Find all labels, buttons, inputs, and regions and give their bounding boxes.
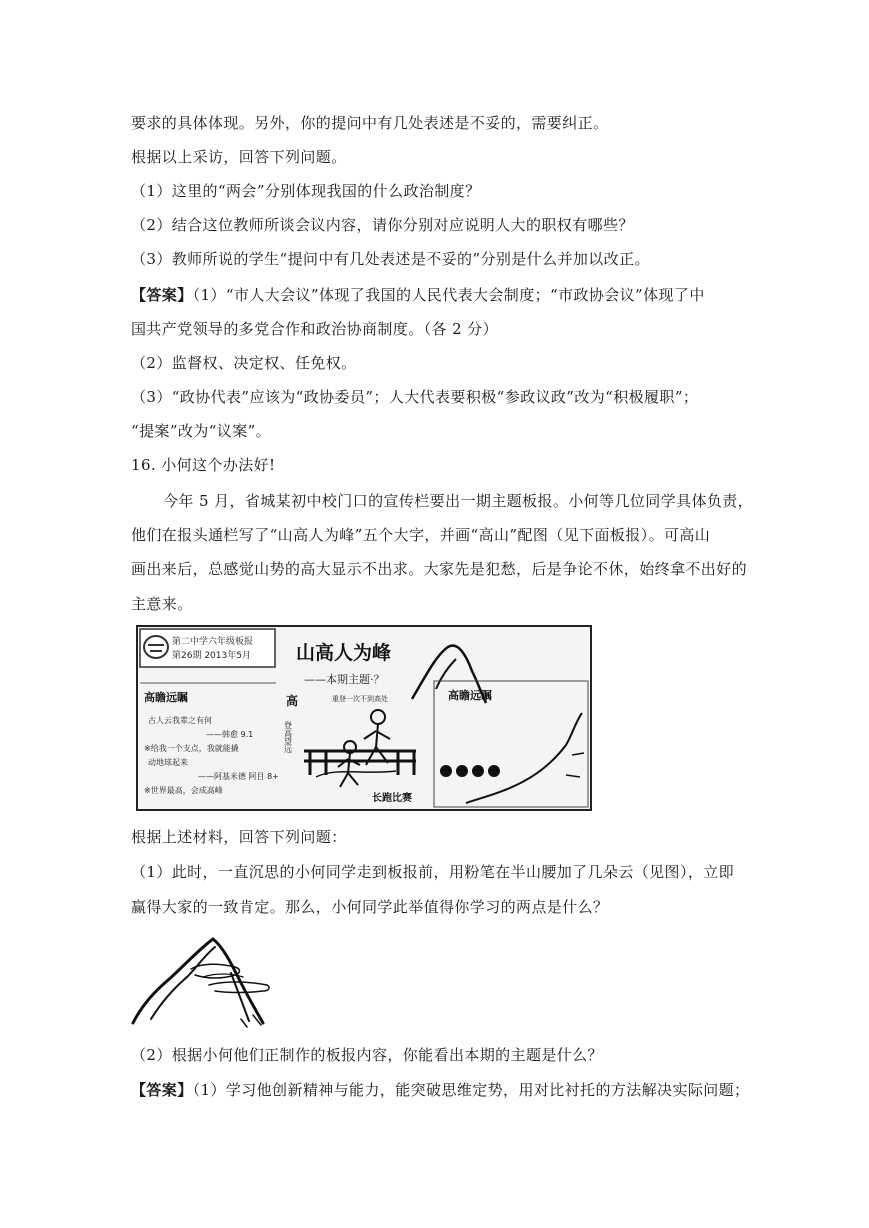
mountain-icon	[133, 939, 263, 1023]
text-line: （2）监督权、决定权、任免权。	[131, 354, 357, 372]
question-2: （2）结合这位教师所谈会议内容，请你分别对应说明人大的职权有哪些？	[131, 216, 634, 234]
question-1: （1）这里的“两会”分别体现我国的什么政治制度？	[131, 182, 481, 200]
right-heading: 高瞻远瞩	[448, 689, 492, 702]
left-body-text: 动地球起来	[148, 758, 188, 767]
answer-line	[131, 1080, 749, 1100]
answer-text: （1）学习他创新精神与能力，能突破思维定势，用对比衬托的方法解决实际问题；	[192, 1081, 750, 1099]
board-title: 山高人为峰	[296, 642, 392, 664]
question-3: （3）教师所说的学生“提问中有几处表述是不妥的”分别是什么并加以改正。	[131, 250, 650, 268]
answer-line	[131, 285, 705, 305]
mid-heading: 高	[286, 694, 299, 708]
board-subtitle: ——本期主题·？	[304, 673, 385, 686]
left-body-text: 古人云我辈之有何	[148, 716, 212, 725]
left-heading: 高瞻远瞩	[144, 691, 188, 704]
answer-tag: 【答案】	[131, 1081, 193, 1099]
text-line: 根据以上采访，回答下列问题。	[131, 148, 347, 166]
mid-small-text: 重登一次不到高处	[332, 695, 388, 703]
text-line: 赢得大家的一致肯定。那么，小何同学此举值得你学习的两点是什么？	[131, 898, 609, 916]
mid-vertical-text: 登高望远	[283, 721, 293, 753]
left-body-text: ——阿基米德 阿目 8+	[198, 772, 279, 781]
text-line: 他们在报头通栏写了“山高人为峰”五个大字，并画“高山”配图（见下面板报）。可高山	[131, 526, 711, 544]
board-header-2: 第26期 2013年5月	[172, 651, 251, 661]
mountain-with-clouds-figure	[131, 933, 271, 1029]
left-body-text: ※给我一个支点，我就能撬	[144, 744, 239, 753]
text-line: 画出来后，总感觉山势的高大显示不出求。大家先是犯愁，后是争论不休，始终拿不出好的	[131, 560, 748, 578]
question-2: （2）根据小何他们正制作的板报内容，你能看出本期的主题是什么？	[131, 1046, 603, 1064]
left-body-text: ※世界最高，会成高峰	[144, 786, 223, 795]
question-1: （1）此时，一直沉思的小何同学走到板报前，用粉笔在半山腰加了几朵云（见图），立即	[131, 863, 735, 881]
text-line: 国共产党领导的多党合作和政治协商制度。（各 2 分）	[131, 320, 498, 338]
board-header-1: 第二中学六年级板报	[172, 637, 254, 647]
text-line: 主意来。	[131, 595, 193, 613]
text-line: 今年 5 月，省城某初中校门口的宣传栏要出一期主题板报。小何等几位同学具体负责，	[163, 492, 754, 510]
answer-tag: 【答案】	[131, 286, 193, 304]
question-heading: 16. 小何这个办法好!	[131, 456, 276, 474]
mid-caption: 长跑比赛	[372, 793, 412, 804]
left-body-text: ——韩愈 9.1	[206, 730, 254, 739]
text-line: 要求的具体体现。另外，你的提问中有几处表述是不妥的，需要纠正。	[131, 114, 609, 132]
blackboard-newspaper-figure	[136, 625, 592, 811]
cloud-icon	[191, 964, 240, 978]
answer-text: （1）“市人大会议”体现了我国的人民代表大会制度；“市政协会议”体现了中	[192, 286, 705, 304]
text-line: （3）“政协代表”应该为“政协委员”；人大代表要积极“参政议政”改为“积极履职”；	[131, 388, 699, 406]
text-line: 根据上述材料，回答下列问题：	[131, 828, 347, 846]
text-line: “提案”改为“议案”。	[131, 422, 272, 440]
